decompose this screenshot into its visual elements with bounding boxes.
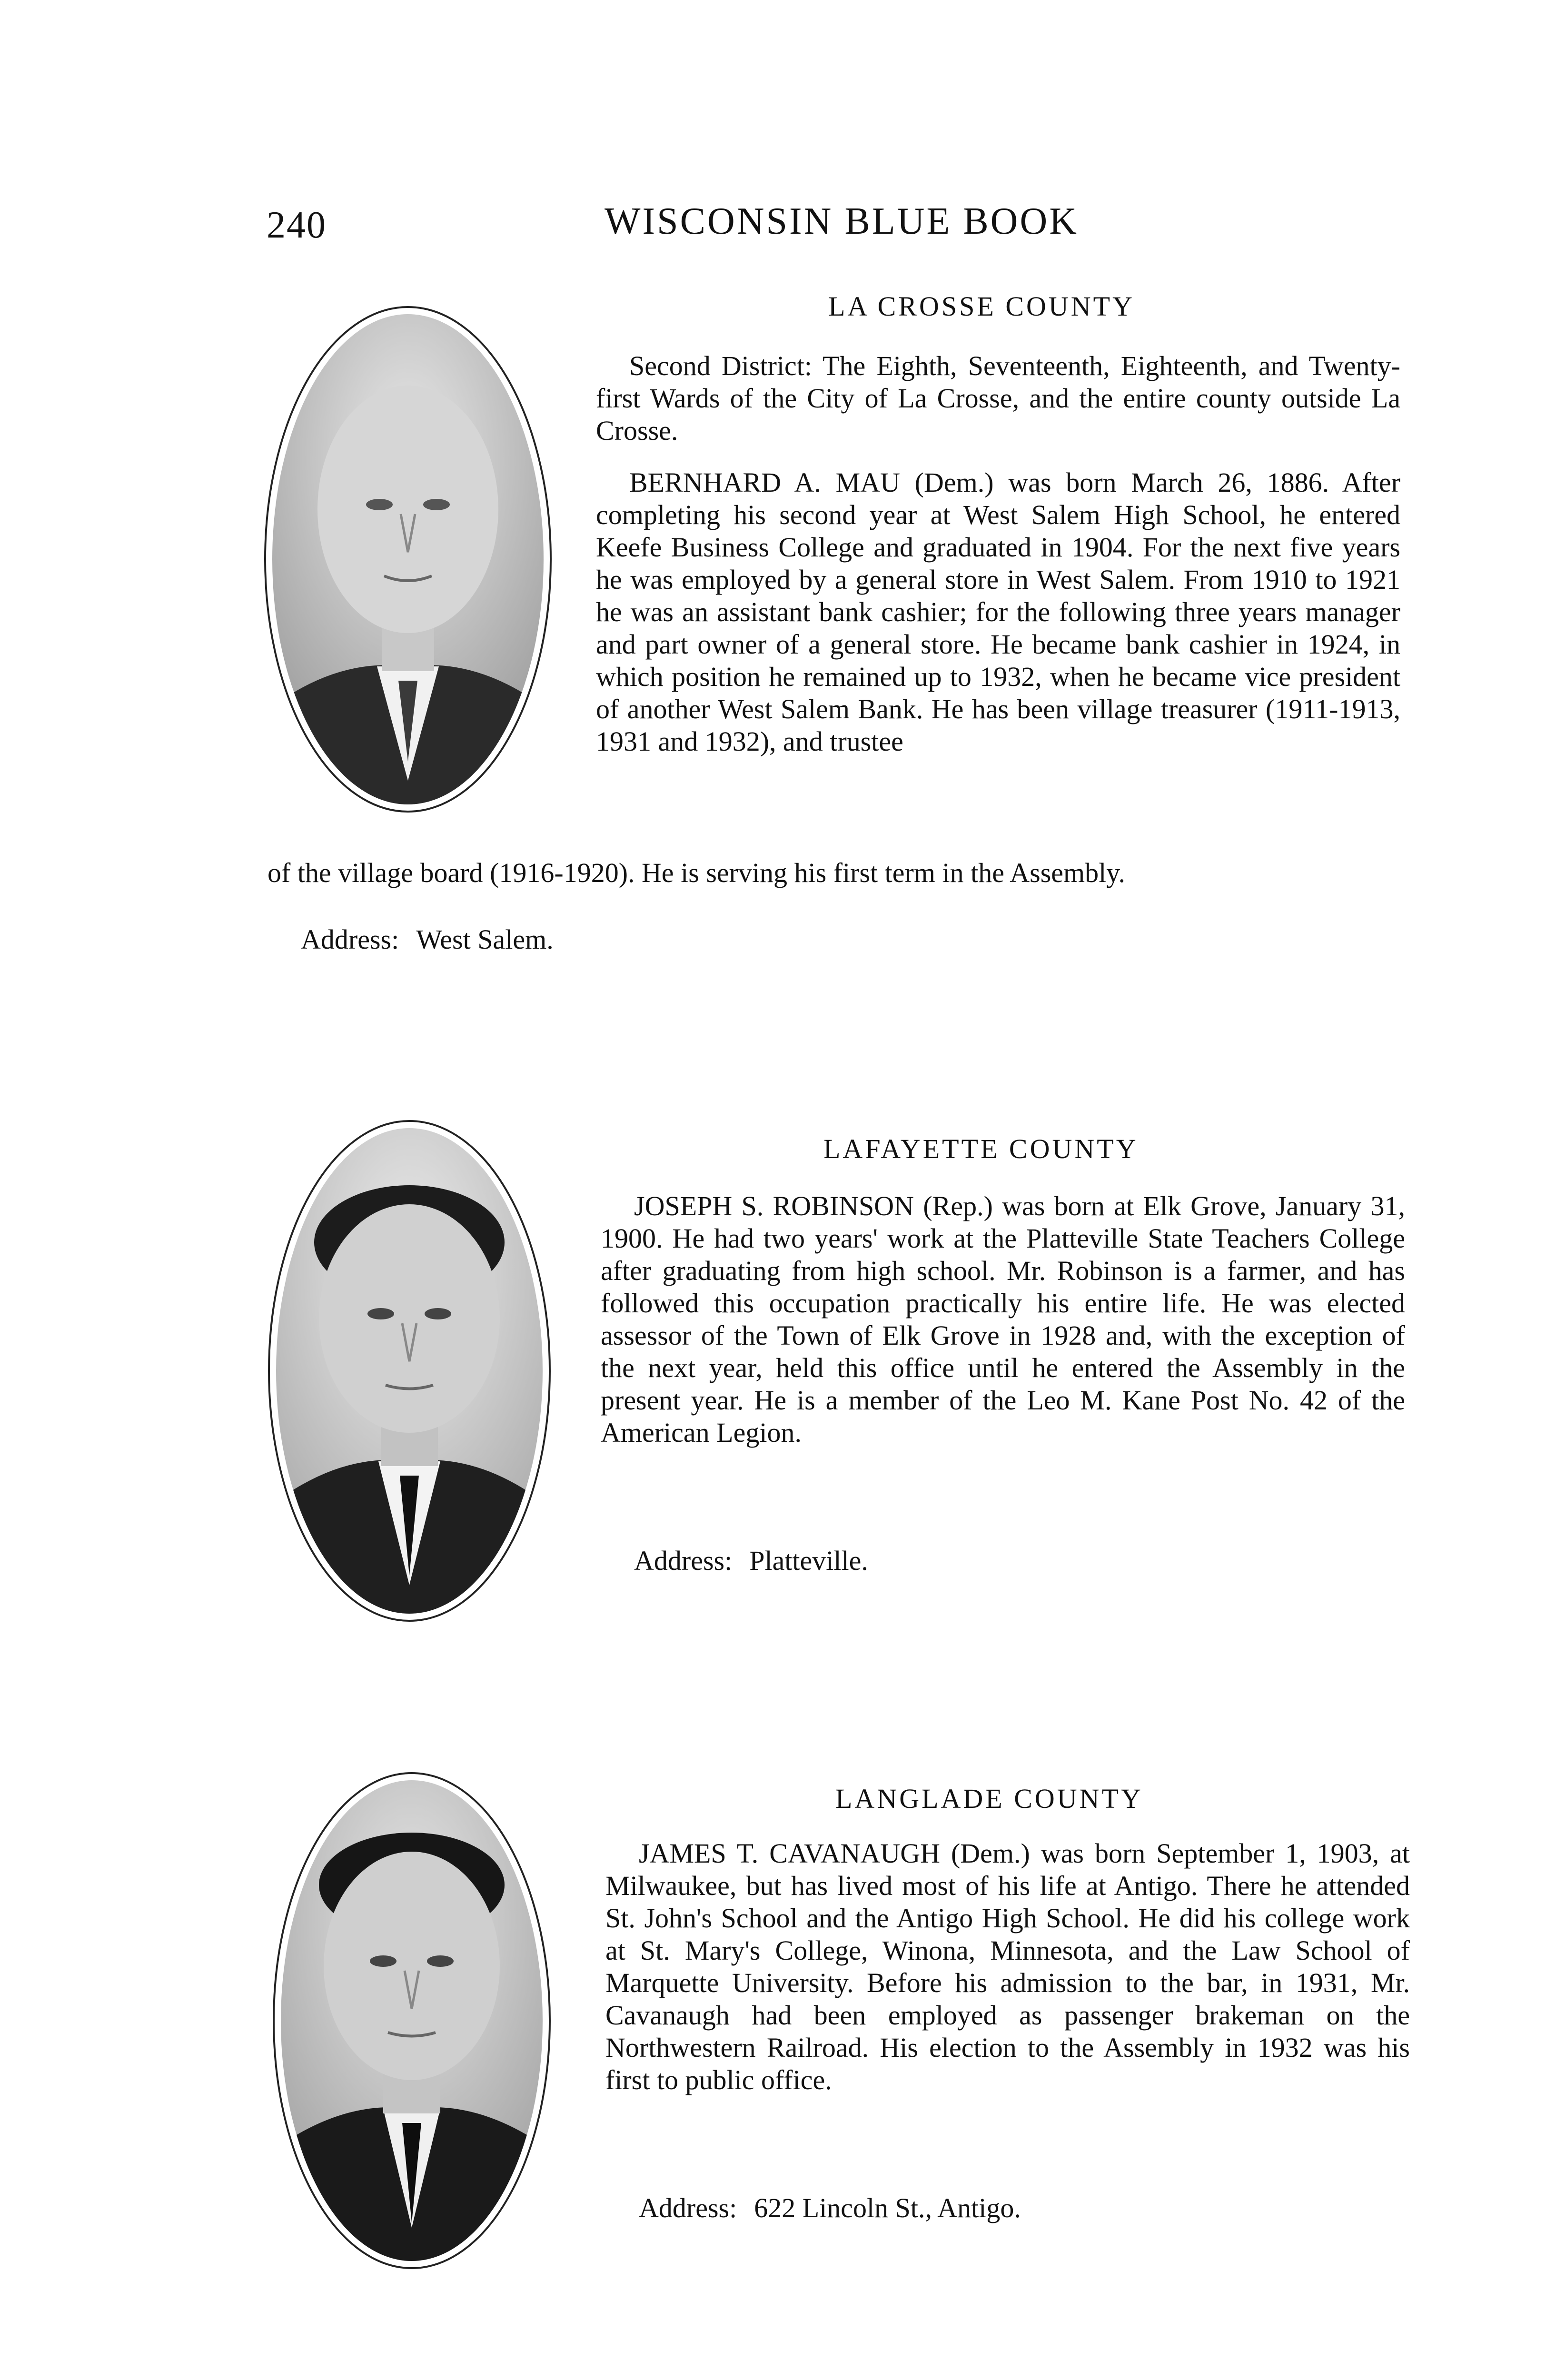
address-value: 622 Lincoln St., Antigo. [754,2192,1021,2223]
county-heading: LANGLADE COUNTY [835,1783,1143,1814]
running-title: WISCONSIN BLUE BOOK [605,200,1079,242]
member-biography-continued: of the village board (1916-1920). He is serving his first term in the Assembly. [268,857,1125,888]
county-heading: LA CROSSE COUNTY [828,291,1135,322]
portrait-photo [263,305,553,814]
member-biography: JAMES T. CAVANAUGH (Dem.) was born September 1, 1903, at Milwaukee, but has lived most of his life at Antigo. There he attended St. John's School and the Antigo High School. He did his college work at St. Mary's College, Winona, Minnesota, and the Law School of Marquette University. Before his admission to the bar, in 1931, Mr. Cavanaugh had been employed as passenger brakeman on the Northwestern Railroad. His election to the Assembly in 1932 was his first to public office. [605,1838,1410,2095]
district-description: Second District: The Eighth, Seventeenth, Eighteenth, and Twenty-first Wards of the City of La Crosse, and the entire county outside La Crosse. [596,350,1400,446]
portrait-photo [267,1119,552,1623]
address-label: Address: [301,924,399,955]
member-biography: BERNHARD A. MAU (Dem.) was born March 26, 1886. After completing his second year at West Salem High School, he entered Keefe Business College and graduated in 1904. For the next five years he was employed by a general store in West Salem. From 1910 to 1921 he was an assistant bank cashier; for the following three years manager and part owner of a general store. He became bank cashier in 1924, in which position he remained up to 1932, when he became vice president of another West Salem Bank. He has been village treasurer (1911-1913, 1931 and 1932), and trustee [596,467,1400,757]
address-label: Address: [634,1545,733,1576]
member-address [634,1545,868,1577]
address-value: West Salem. [416,924,554,955]
member-biography: JOSEPH S. ROBINSON (Rep.) was born at Elk Grove, January 31, 1900. He had two years' work at the Platteville State Teachers College after graduating from high school. Mr. Robinson is a farmer, and has followed this occupation practically his entire life. He was elected assessor of the Town of Elk Grove in 1928 and, with the exception of the next year, held this office until he entered the Assembly in the present year. He is a member of the Leo M. Kane Post No. 42 of the American Legion. [601,1190,1405,1448]
address-label: Address: [639,2192,737,2223]
page-number: 240 [267,204,327,246]
address-value: Platteville. [749,1545,868,1576]
member-address [301,923,554,956]
portrait-photo [271,1771,552,2271]
member-address [639,2192,1021,2224]
county-heading: LAFAYETTE COUNTY [823,1133,1139,1164]
